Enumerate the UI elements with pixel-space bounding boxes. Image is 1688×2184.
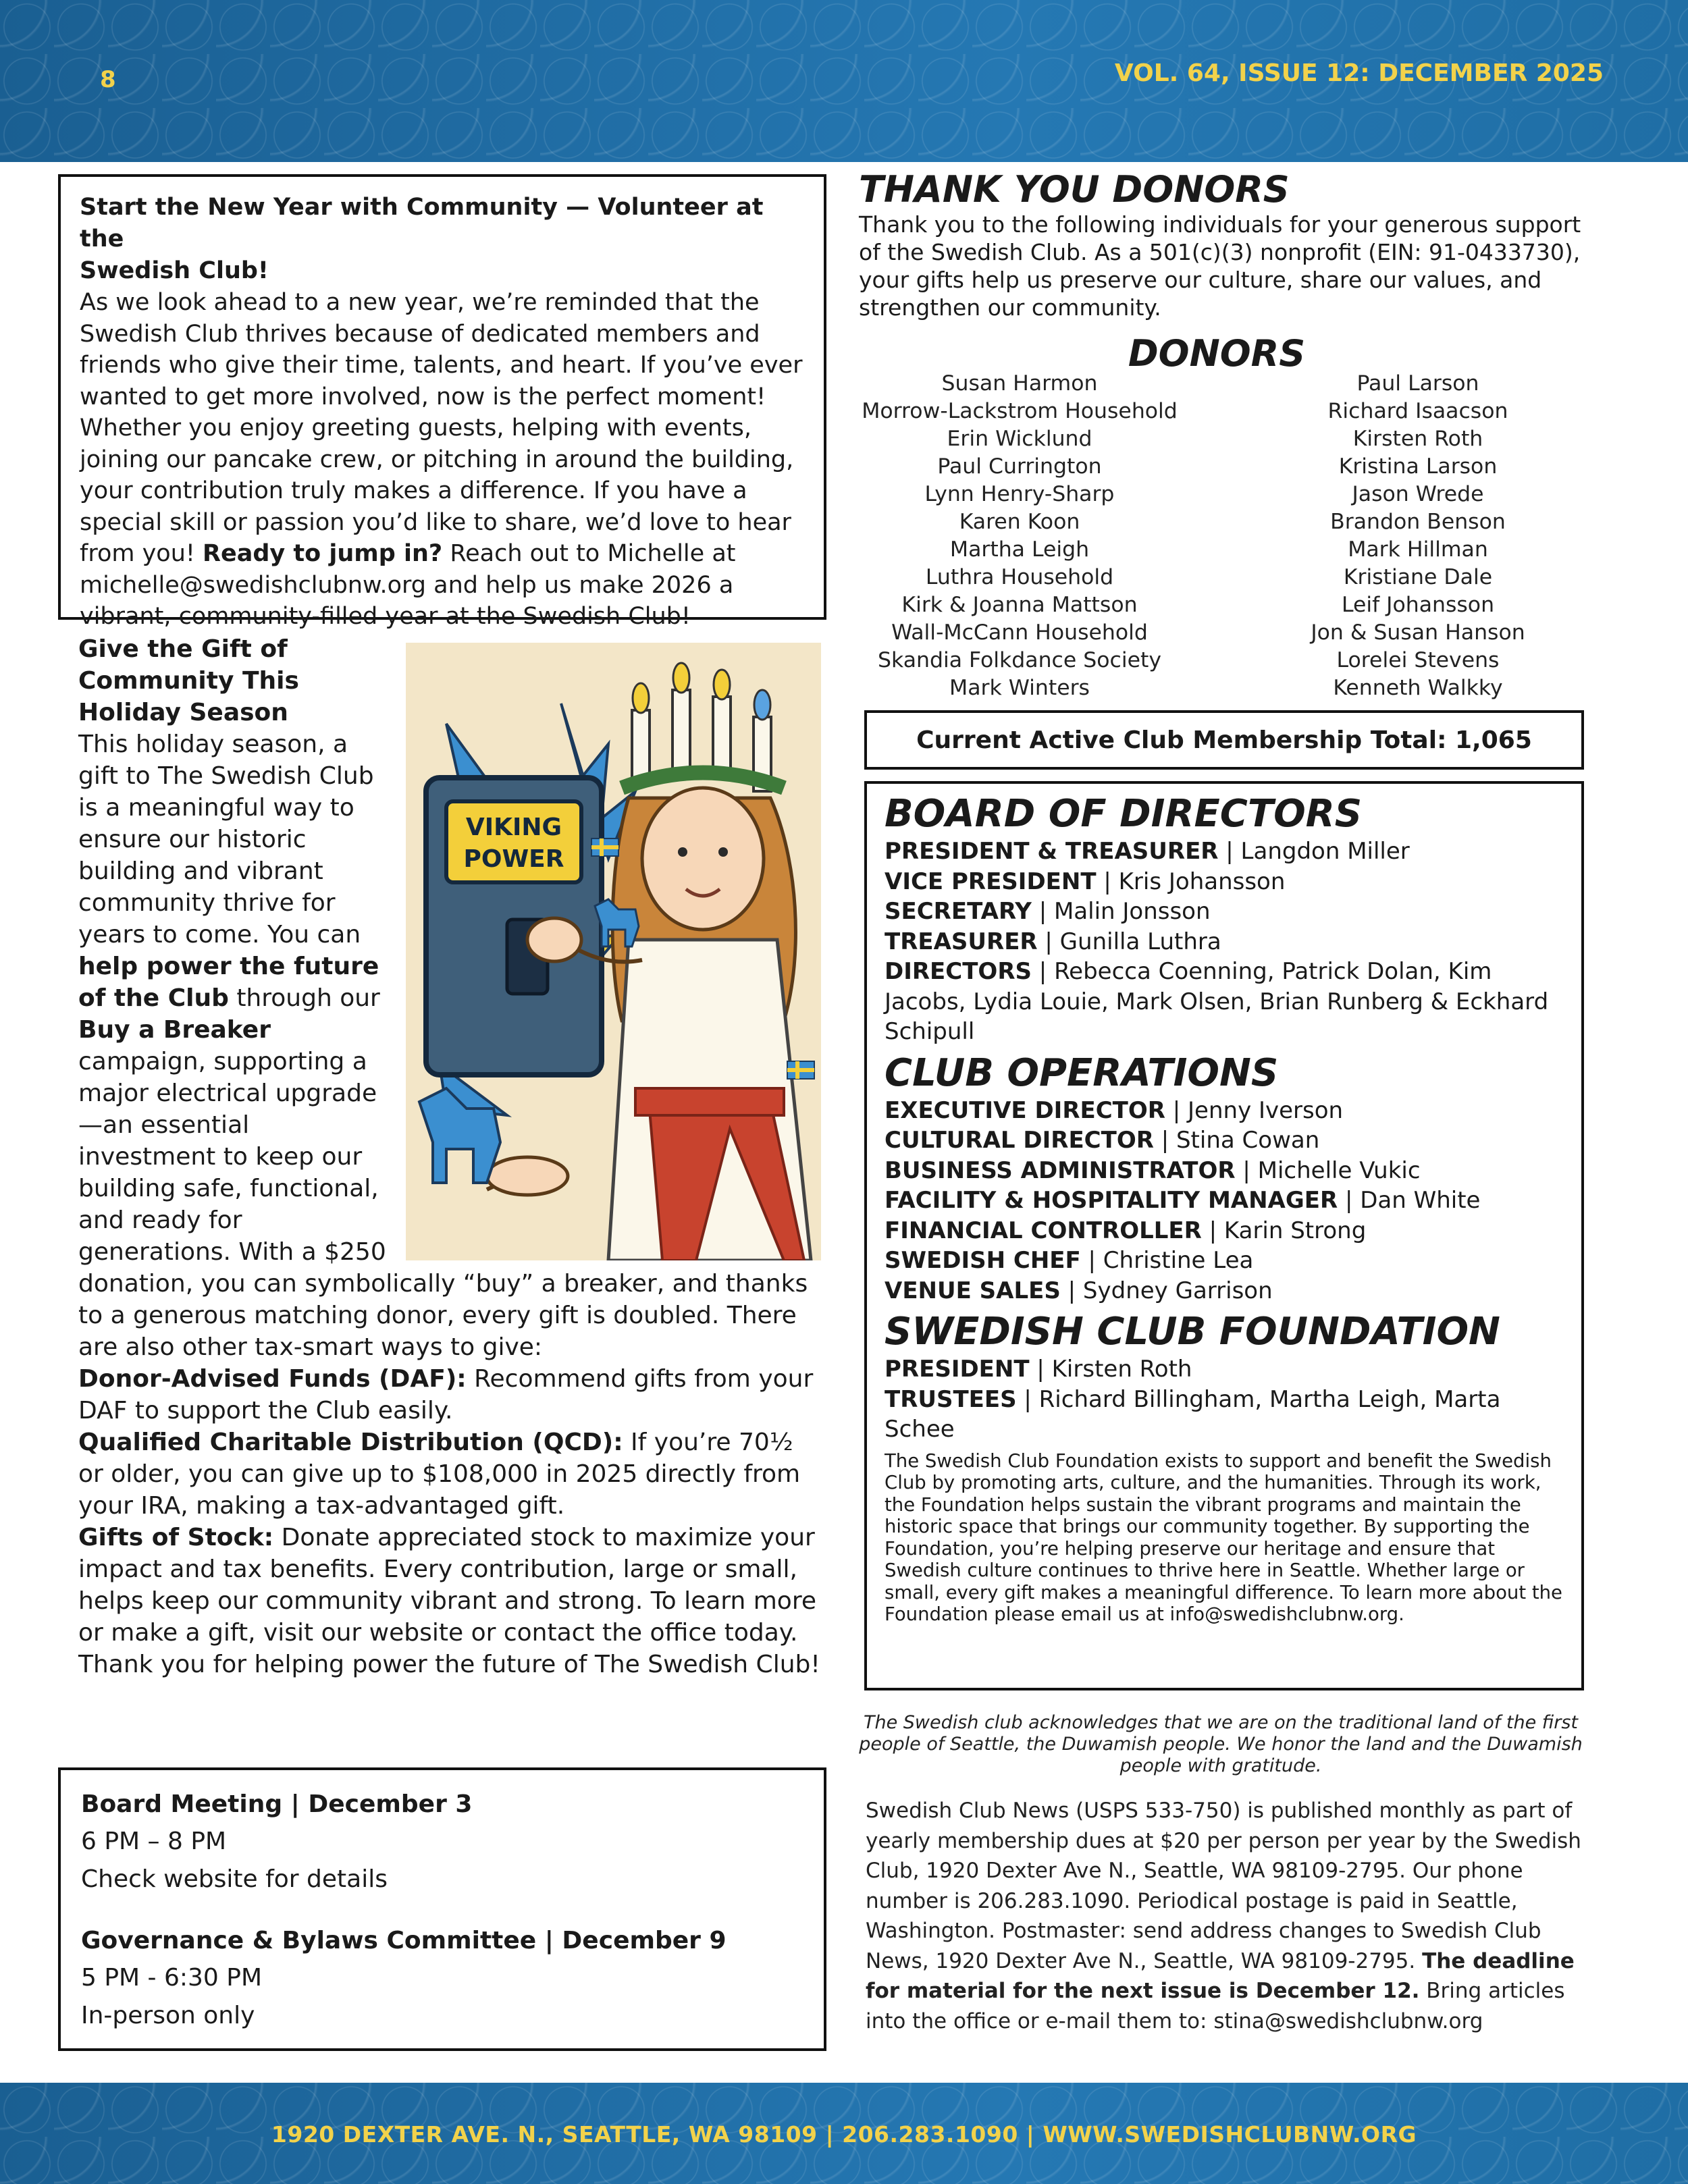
donor-name: Wall-McCann Household: [891, 620, 1148, 645]
volunteer-cta: Ready to jump in?: [203, 540, 443, 567]
donor-name: Mark Winters: [949, 676, 1090, 700]
leadership-box: [864, 781, 1584, 1690]
gift-qcd: [78, 1427, 821, 1522]
donor-name: Kristiane Dale: [1343, 565, 1493, 589]
donor-name: Lynn Henry-Sharp: [924, 482, 1115, 506]
lucia-illustration: [406, 643, 821, 1260]
donor-name: Morrow-Lackstrom Household: [862, 399, 1178, 423]
donor-name: Kirsten Roth: [1352, 427, 1483, 451]
volunteer-article: [58, 174, 826, 630]
event-time: 6 PM – 8 PM: [81, 1828, 227, 1855]
sign-line-1: VIKING: [465, 814, 562, 841]
volunteer-body-1: As we look ahead to a new year, we’re reminded that the Swedish Club thrives because of dedicated members and friends who give their time, talents, and heart. If you’ve ever wanted to get more involved, now is the perfect moment! Whether you enjoy greeting guests, helping with events, joining our pancake crew, or pitching in around the building, your contribution truly makes a difference. If you have a special skill or passion you’d like to share, we’d love to hear from you!: [80, 289, 803, 567]
volunteer-body-2: Reach out to Michelle at michelle@swedishclubnw.org and help us make 2026 a vibrant, community-filled year at the Swedish Club!: [80, 540, 736, 630]
operations-role: FACILITY & HOSPITALITY MANAGER | Dan White: [885, 1187, 1481, 1214]
donor-name: Susan Harmon: [941, 371, 1098, 396]
donor-name: Jon & Susan Hanson: [1311, 620, 1525, 645]
gift-stock: [78, 1522, 821, 1680]
foundation-description: The Swedish Club Foundation exists to support and benefit the Swedish Club by promoting arts, culture, and the humanities. Through its work, the Foundation helps sustain the vibrant programs and maintain the historic space that brings our community together. By supporting the Foundation, you’re helping preserve our heritage and ensure that Swedish culture continues to thrive here in Seattle. Whether large or small, every gift makes a meaningful difference. To learn more about the Foundation please email us at info@swedishclubnw.org.: [885, 1449, 1562, 1625]
board-role: SECRETARY | Malin Jonsson: [885, 898, 1211, 925]
publication-text-1: Swedish Club News (USPS 533-750) is published monthly as part of yearly membership dues at $20 per person per year by the Swedish Club, 1920 Dexter Ave N., Seattle, WA 98109-2795. Our phone number is 206.283.1090. Periodical postage is paid in Seattle, Washington. Postmaster: send address changes to Swedish Club News, 1920 Dexter Ave N., Seattle, WA 98109-2795.: [866, 1799, 1581, 1973]
board-role: VICE PRESIDENT | Kris Johansson: [885, 868, 1286, 895]
operations-role: VENUE SALES | Sydney Garrison: [885, 1277, 1273, 1304]
foundation-title: SWEDISH CLUB FOUNDATION: [885, 1310, 1500, 1354]
gift-text-a: This holiday season, a gift to The Swedish Club is a meaningful way to ensure our historic building and vibrant community thrive for years to come. You can: [78, 730, 374, 949]
operations-role: FINANCIAL CONTROLLER | Karin Strong: [885, 1217, 1367, 1244]
publication-deadline: The deadline for material for the next issue is December 12.: [866, 1948, 1575, 2003]
header-banner: [0, 0, 1688, 162]
lucia-illustration-svg: [406, 643, 821, 1260]
donor-name: Jason Wrede: [1352, 482, 1484, 506]
issue-label: VOL. 64, ISSUE 12: DECEMBER 2025: [1114, 59, 1604, 87]
event-note: Check website for details: [81, 1865, 388, 1893]
publication-info: [866, 1796, 1588, 2036]
donor-name: Leif Johansson: [1341, 593, 1495, 617]
gift-text-e: campaign, supporting a major electrical upgrade—an essential investment to keep our building safe, functional, and ready for generations. With a $250 donation, you can symbolically “buy” a breaker, and thanks to a generous matching donor, every gift is doubled. There are also other tax-smart ways to give:: [78, 1048, 808, 1361]
gift-text-c: through our: [228, 984, 380, 1012]
donor-name: Lorelei Stevens: [1336, 648, 1500, 672]
page-number: 8: [100, 66, 116, 93]
board-role: DIRECTORS | Rebecca Coenning, Patrick Dolan, Kim Jacobs, Lydia Louie, Mark Olsen, Brian Runberg & Eckhard Schipull: [885, 958, 1549, 1045]
donor-column-1: [830, 370, 1209, 702]
foundation-role: PRESIDENT | Kirsten Roth: [885, 1356, 1192, 1383]
footer-contact: 1920 DEXTER AVE. N., SEATTLE, WA 98109 | 206.283.1090 | WWW.SWEDISHCLUBNW.ORG: [271, 2121, 1417, 2148]
gift-text-d: Buy a Breaker: [78, 1016, 271, 1044]
gift-text-b: help power the future of the Club: [78, 953, 379, 1012]
donor-name: Paul Currington: [937, 454, 1102, 479]
donor-name: Kirk & Joanna Mattson: [901, 593, 1138, 617]
donor-name: Richard Isaacson: [1327, 399, 1508, 423]
gift-daf-label: Donor-Advised Funds (DAF):: [78, 1365, 467, 1393]
operations-role: BUSINESS ADMINISTRATOR | Michelle Vukic: [885, 1156, 1421, 1184]
donor-name: Brandon Benson: [1330, 510, 1506, 534]
publication-text-2: Bring articles into the office or e-mail them to: stina@swedishclubnw.org: [866, 1979, 1565, 2033]
volunteer-body: [80, 287, 805, 633]
donor-name: Karen Koon: [959, 510, 1080, 534]
donor-name: Mark Hillman: [1348, 537, 1488, 562]
volunteer-heading-line1: Start the New Year with Community — Volunteer at the: [80, 194, 764, 252]
event-item: [81, 1786, 803, 1898]
events-box: [58, 1767, 826, 2051]
donors-section: [859, 169, 1602, 321]
gift-stock-label: Gifts of Stock:: [78, 1524, 274, 1551]
event-title: Governance & Bylaws Committee | December 9: [81, 1927, 727, 1954]
event-title: Board Meeting | December 3: [81, 1790, 473, 1818]
donor-name: Kristina Larson: [1338, 454, 1498, 479]
donor-name: Kenneth Walkky: [1333, 676, 1503, 700]
board-role: TREASURER | Gunilla Luthra: [885, 928, 1221, 955]
donor-name: Erin Wicklund: [947, 427, 1092, 451]
donor-name: Skandia Folkdance Society: [878, 648, 1161, 672]
donor-name: Luthra Household: [925, 565, 1114, 589]
gift-daf: [78, 1363, 821, 1427]
gift-article: [78, 633, 821, 1680]
operations-role: CULTURAL DIRECTOR | Stina Cowan: [885, 1127, 1320, 1154]
sign-line-2: POWER: [463, 845, 564, 873]
volunteer-heading-line2: Swedish Club!: [80, 257, 269, 284]
gift-heading: Give the Gift of Community This Holiday Season: [78, 635, 299, 726]
membership-total: Current Active Club Membership Total: 1,065: [864, 710, 1584, 770]
board-title: BOARD OF DIRECTORS: [885, 792, 1363, 836]
event-note: In-person only: [81, 2002, 255, 2029]
operations-role: SWEDISH CHEF | Christine Lea: [885, 1247, 1254, 1274]
donor-column-2: [1269, 370, 1566, 702]
board-role: PRESIDENT & TREASURER | Langdon Miller: [885, 838, 1410, 865]
gift-stock-text: Donate appreciated stock to maximize your impact and tax benefits. Every contribution, large or small, helps keep our community vibrant and strong. To learn more or make a gift, visit our website or contact the office today. Thank you for helping power the future of The Swedish Club!: [78, 1524, 820, 1678]
donor-list-title: DONORS: [1128, 332, 1306, 375]
donors-title: THANK YOU DONORS: [859, 168, 1290, 211]
volunteer-heading: [80, 192, 805, 287]
operations-role: EXECUTIVE DIRECTOR | Jenny Iverson: [885, 1096, 1344, 1124]
land-acknowledgement: The Swedish club acknowledges that we are on the traditional land of the first people of Seattle, the Duwamish people. We honor the land and the Duwamish people with gratitude.: [859, 1712, 1583, 1776]
foundation-role: TRUSTEES | Richard Billingham, Martha Leigh, Marta Schee: [885, 1385, 1501, 1443]
gift-daf-text: Recommend gifts from your DAF to support the Club easily.: [78, 1365, 814, 1424]
event-item: [81, 1923, 803, 2035]
event-time: 5 PM - 6:30 PM: [81, 1964, 263, 1992]
donor-name: Martha Leigh: [949, 537, 1090, 562]
donors-intro: Thank you to the following individuals for your generous support of the Swedish Club. As a 501(c)(3) nonprofit (EIN: 91-0433730), your gifts help us preserve our culture, share our values, and strengthen our community.: [859, 211, 1581, 321]
operations-title: CLUB OPERATIONS: [885, 1050, 1279, 1095]
donor-name: Paul Larson: [1356, 371, 1479, 396]
gift-qcd-label: Qualified Charitable Distribution (QCD):: [78, 1429, 623, 1456]
gift-qcd-text: If you’re 70½ or older, you can give up to $108,000 in 2025 directly from your IRA, making a tax-advantaged gift.: [78, 1429, 801, 1520]
